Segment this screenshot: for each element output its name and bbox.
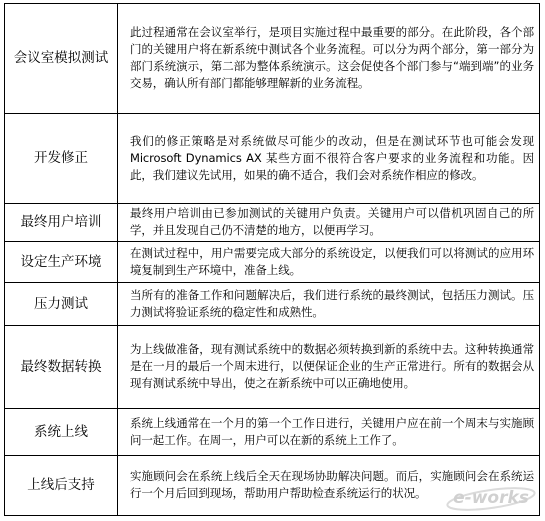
table-row	[5, 409, 540, 456]
implementation-phase-table	[4, 3, 540, 516]
phase-name-cell: 系统上线	[5, 409, 118, 456]
table-row	[5, 283, 540, 326]
phase-description-cell: 为上线做准备，现有测试系统中的数据必须转换到新的系统中去。这种转换通常是在一月的最后一个周末进行，以便保证企业的生产正常进行。所有的数据会从现有测试系统中导出，使之在新系统中可以正确地使用。	[118, 326, 540, 409]
phase-description-cell: 当所有的准备工作和问题解决后，我们进行系统的最终测试，包括压力测试。压力测试将验证系统的稳定性和成熟性。	[118, 283, 540, 326]
phase-name-cell: 压力测试	[5, 283, 118, 326]
phase-name-cell: 上线后支持	[5, 456, 118, 516]
phase-description-cell: 在测试过程中，用户需要完成大部分的系统设定，以便我们可以将测试的应用环境复制到生产环境中，准备上线。	[118, 242, 540, 283]
table-row	[5, 204, 540, 242]
table-row	[5, 4, 540, 114]
phase-description-cell: 实施顾问会在系统上线后全天在现场协助解决问题。而后，实施顾问会在系统运行一个月后回到现场，帮助用户帮助检查系统运行的状况。	[118, 456, 540, 516]
watermark-text: e-works	[453, 488, 529, 508]
phase-name-cell: 最终数据转换	[5, 326, 118, 409]
table-row	[5, 114, 540, 204]
phase-name-cell: 开发修正	[5, 114, 118, 204]
phase-description-cell: 最终用户培训由已参加测试的关键用户负责。关键用户可以借机巩固自己的所学，并且发现自己仍不清楚的地方，以便再学习。	[118, 204, 540, 242]
table-row	[5, 242, 540, 283]
phase-name-cell: 设定生产环境	[5, 242, 118, 283]
phase-description-cell: 系统上线通常在一个月的第一个工作日进行，关键用户应在前一个周末与实施顾问一起工作。在周一，用户可以在新的系统上工作了。	[118, 409, 540, 456]
phase-name-cell: 最终用户培训	[5, 204, 118, 242]
phase-description-cell: 我们的修正策略是对系统做尽可能少的改动，但是在测试环节也可能会发现 Microsoft Dynamics AX 某些方面不很符合客户要求的业务流程和功能。因此，我们建议先试用，如果的确不适合，我们会对系统作相应的修改。	[118, 114, 540, 204]
phase-name-cell: 会议室模拟测试	[5, 4, 118, 114]
table-row	[5, 326, 540, 409]
e-works-watermark-logo	[443, 479, 539, 513]
phase-description-cell: 此过程通常在会议室举行，是项目实施过程中最重要的部分。在此阶段，各个部门的关键用户将在新系统中测试各个业务流程。可以分为两个部分，第一部分为部门系统演示，第二部为整体系统演示。这会促使各个部门参与“端到端”的业务交易，确认所有部门都能够理解新的业务流程。	[118, 4, 540, 114]
